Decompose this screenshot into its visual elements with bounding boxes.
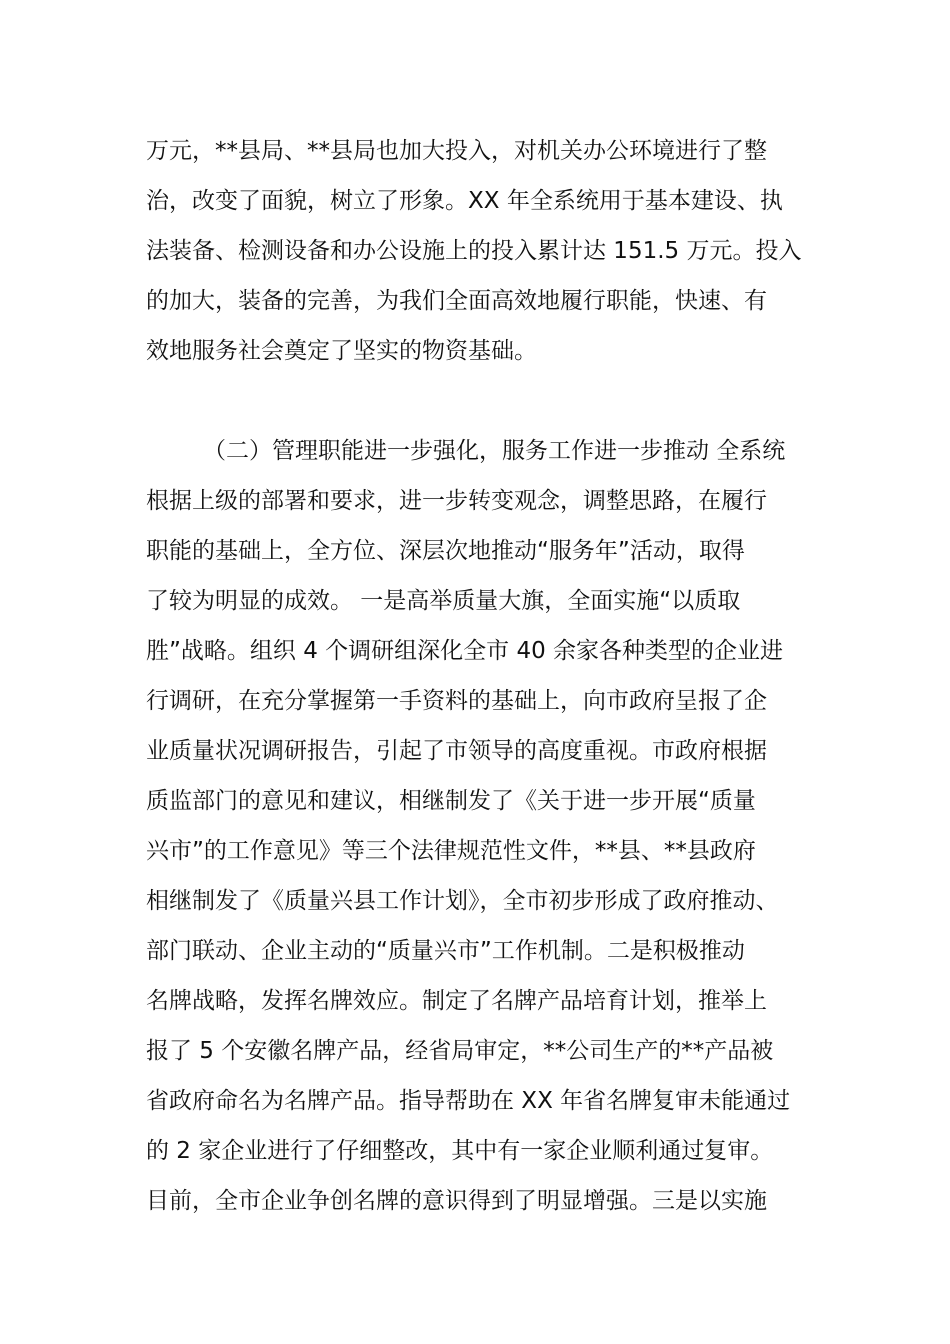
paragraph-2-line-13: 报了 5 个安徽名牌产品，经省局审定，**公司生产的**产品被 [146, 1038, 774, 1064]
paragraph-2-line-6: 行调研，在充分掌握第一手资料的基础上，向市政府呈报了企 [146, 688, 767, 714]
paragraph-1-line-3: 法装备、检测设备和办公设施上的投入累计达 151.5 万元。投入 [146, 238, 802, 264]
paragraph-2-line-15: 的 2 家企业进行了仔细整改，其中有一家企业顺利通过复审。 [146, 1138, 774, 1164]
paragraph-1-line-2: 治，改变了面貌，树立了形象。XX 年全系统用于基本建设、执 [146, 188, 783, 214]
paragraph-2-line-8: 质监部门的意见和建议，相继制发了《关于进一步开展“质量 [146, 788, 756, 814]
paragraph-2-line-1: （二）管理职能进一步强化，服务工作进一步推动 全系统 [203, 438, 786, 464]
paragraph-1-line-1: 万元，**县局、**县局也加大投入，对机关办公环境进行了整 [146, 138, 767, 164]
paragraph-2-line-3: 职能的基础上，全方位、深层次地推动“服务年”活动，取得 [146, 538, 745, 564]
paragraph-1-line-5: 效地服务社会奠定了坚实的物资基础。 [146, 338, 537, 364]
paragraph-2-line-14: 省政府命名为名牌产品。指导帮助在 XX 年省名牌复审未能通过 [146, 1088, 791, 1114]
paragraph-2-line-11: 部门联动、企业主动的“质量兴市”工作机制。二是积极推动 [146, 938, 745, 964]
paragraph-2-line-4: 了较为明显的成效。 一是高举质量大旗，全面实施“以质取 [146, 588, 741, 614]
paragraph-2-line-10: 相继制发了《质量兴县工作计划》，全市初步形成了政府推动、 [146, 888, 779, 914]
paragraph-2-line-16: 目前，全市企业争创名牌的意识得到了明显增强。三是以实施 [146, 1188, 767, 1214]
paragraph-2-line-9: 兴市”的工作意见》等三个法律规范性文件，**县、**县政府 [146, 838, 756, 864]
paragraph-2-line-12: 名牌战略，发挥名牌效应。制定了名牌产品培育计划，推举上 [146, 988, 767, 1014]
paragraph-2-line-5: 胜”战略。组织 4 个调研组深化全市 40 余家各种类型的企业进 [146, 638, 784, 664]
paragraph-2-line-7: 业质量状况调研报告，引起了市领导的高度重视。市政府根据 [146, 738, 767, 764]
paragraph-2-line-2: 根据上级的部署和要求，进一步转变观念，调整思路，在履行 [146, 488, 767, 514]
paragraph-1-line-4: 的加大，装备的完善，为我们全面高效地履行职能，快速、有 [146, 288, 767, 314]
